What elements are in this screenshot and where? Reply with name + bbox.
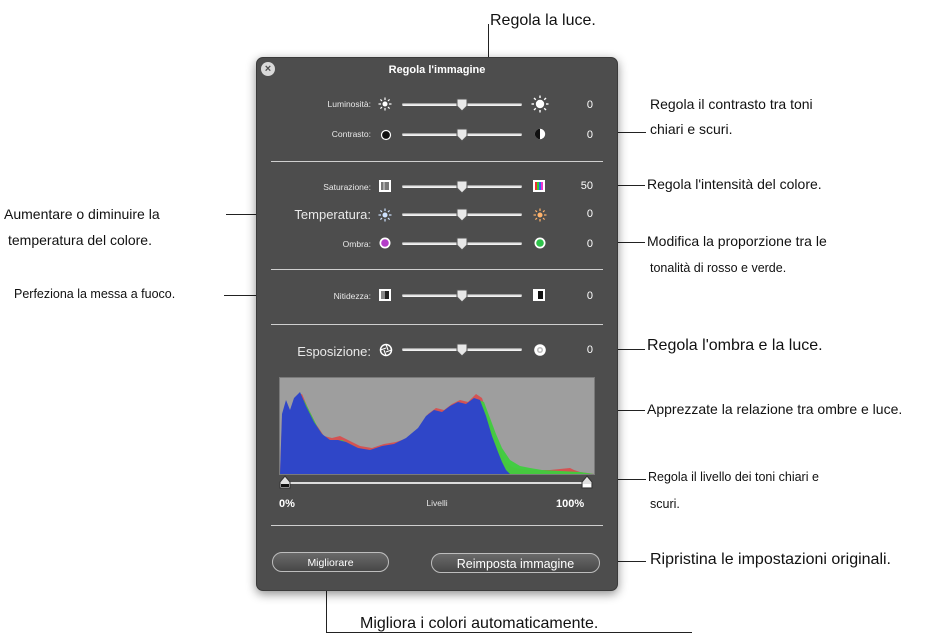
levels-black-point-handle[interactable] [279,475,291,489]
annotation-saturation: Regola l'intensità del colore. [647,176,822,192]
saturation-label: Saturazione: [323,182,371,192]
black-dot-icon [379,128,393,142]
annotation-temperature-line1: Aumentare o diminuire la [4,206,160,222]
sharp-square-icon [532,288,546,302]
sharpness-slider[interactable] [402,289,522,303]
separator-2 [271,269,603,270]
annotation-reset: Ripristina le impostazioni originali. [650,551,891,568]
annotation-enhance: Migliora i colori automaticamente. [360,615,599,632]
tint-slider-knob[interactable] [456,237,468,251]
annotation-tint-line1: Modifica la proporzione tra le [647,233,827,249]
reset-image-button[interactable]: Reimposta immagine [431,553,600,573]
levels-white-point-handle[interactable] [581,475,593,489]
contrast-slider-knob[interactable] [456,128,468,142]
sharpness-slider-knob[interactable] [456,289,468,303]
levels-min-label: 0% [279,498,295,510]
saturation-slider[interactable] [402,180,522,194]
close-icon[interactable]: × [261,62,275,76]
leader-enhance-underline [326,632,692,633]
adjust-image-window [256,57,618,591]
saturation-slider-knob[interactable] [456,180,468,194]
annotation-sharpness: Perfeziona la messa a fuoco. [14,287,176,301]
tint-value: 0 [586,238,593,250]
temperature-slider-knob[interactable] [456,208,468,222]
annotation-tint-line2: tonalità di rosso e verde. [650,261,787,275]
contrast-slider[interactable] [402,128,522,142]
gray-swatch-icon [378,179,392,193]
brightness-label: Luminosità: [327,99,371,109]
contrast-value: 0 [586,129,593,141]
annotation-exposure: Regola l'ombra e la luce. [647,337,823,354]
color-swatch-icon [532,179,546,193]
exposure-bright-icon [533,343,547,357]
levels-label: Livelli [426,498,448,508]
annotation-contrast-line2: chiari e scuri. [650,121,733,137]
temperature-slider[interactable] [402,208,522,222]
annotation-temperature-line2: temperatura del colore. [8,232,152,248]
contrast-label: Contrasto: [331,129,371,139]
exposure-label: Esposizione: [297,344,371,359]
levels-slider-track[interactable] [285,482,587,484]
annotation-contrast-line1: Regola il contrasto tra toni [650,96,813,112]
annotation-levels-line2: scuri. [650,497,680,511]
separator-1 [271,161,603,162]
separator-3 [271,324,603,325]
annotation-light: Regola la luce. [490,12,596,29]
saturation-value: 50 [580,180,593,192]
brightness-value: 0 [586,99,593,111]
sun-large-icon [531,95,549,113]
warm-sun-icon [533,208,547,222]
sharpness-label: Nitidezza: [333,291,371,301]
cool-sun-icon [378,208,392,222]
green-circle-icon [533,236,547,250]
magenta-circle-icon [378,236,392,250]
tint-slider[interactable] [402,237,522,251]
brightness-slider[interactable] [402,98,522,112]
enhance-button[interactable]: Migliorare [272,552,389,572]
histogram-blue-channel [280,392,510,474]
annotation-levels-line1: Regola il livello dei toni chiari e [648,470,819,484]
temperature-value: 0 [586,208,593,220]
levels-max-label: 100% [556,498,585,510]
brightness-slider-knob[interactable] [456,98,468,112]
sun-small-icon [378,97,392,111]
exposure-slider-knob[interactable] [456,343,468,357]
aperture-icon [379,343,393,357]
exposure-slider[interactable] [402,343,522,357]
sharpness-value: 0 [586,290,593,302]
separator-4 [271,525,603,526]
exposure-value: 0 [586,344,593,356]
tint-label: Ombra: [342,239,371,249]
window-title: Regola l'immagine [388,64,486,76]
half-circle-icon [533,127,547,141]
blur-square-icon [378,288,392,302]
temperature-label: Temperatura: [294,207,371,222]
annotation-histogram: Apprezzate la relazione tra ombre e luce. [647,401,903,417]
histogram [279,377,595,475]
